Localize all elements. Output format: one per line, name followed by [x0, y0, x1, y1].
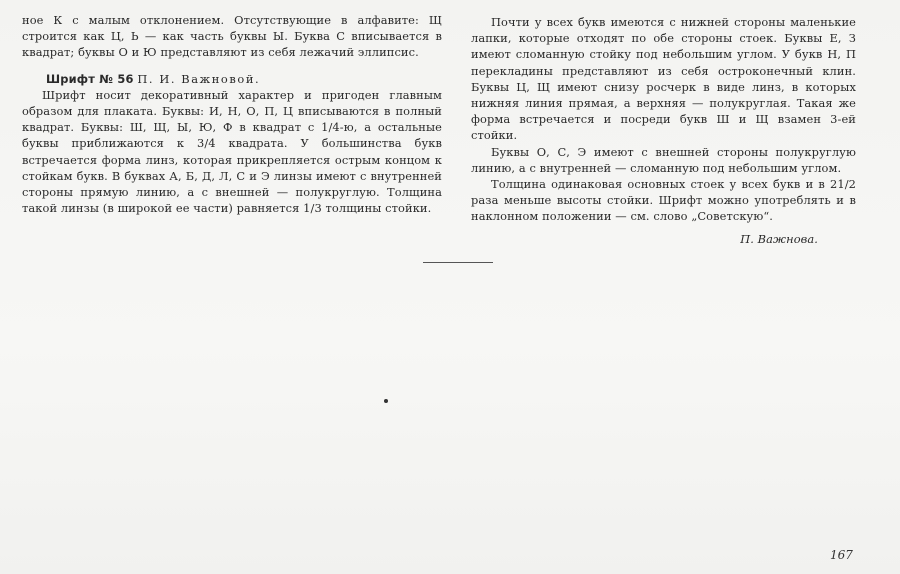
paragraph-1: Почти у всех букв имеются с нижней стороны маленькие лапки, которые отходят по обе стороны стоек. Буквы Е, З имеют сломанную стойку под небольшим углом. У букв Н, П перекладины представляют из себя остроконечный клин. Буквы Ц, Щ имеют снизу росчерк в виде линз, в которых нижняя линия прямая, а верхняя — полукруглая. Такая же форма встречается и посреди букв Ш и Щ взамен 3-ей стойки. — [471, 15, 856, 143]
right-column — [471, 14, 856, 247]
intro-paragraph: ное К с малым отклонением. Отсутствующие в алфавите: Щ строится как Ц, Ь — как часть буквы Ы. Буква С вписывается в квадрат; буквы О и Ю представляют из себя лежачий эллипсис. — [22, 13, 442, 60]
font-description-paragraph: Шрифт носит декоративный характер и пригоден главным образом для плаката. Буквы: И, Н, О, П, Ц вписываются в полный квадрат. Буквы: Ш, Щ, Ы, Ю, Ф в квадрат с 1/4-ю, а остальные буквы приближаются к 3/4 квадрата. У большинства букв встречается форма линз, которая прикрепляется острым концом к стойкам букв. В буквах А, Б, Д, Л, С и Э линзы имеют с внутренней стороны прямую линию, а с внешней — полукруглую. Толщина такой линзы (в широкой ее части) равняется 1/3 толщины стойки. — [22, 87, 442, 216]
paragraph-2: Буквы О, С, Э имеют с внешней стороны полукруглую линию, а с внутренней — сломанную под небольшим углом. — [471, 144, 856, 175]
print-speck — [384, 399, 388, 403]
font-author: П. И. Важновой. — [137, 71, 261, 86]
left-column — [22, 12, 442, 216]
page-number: 167 — [830, 548, 853, 562]
section-divider — [423, 262, 493, 263]
font-heading — [22, 71, 442, 87]
font-number: Шрифт № 56 — [46, 71, 134, 86]
signature: П. Важнова. — [740, 231, 818, 246]
paragraph-3: Толщина одинаковая основных стоек у всех букв и в 21/2 раза меньше высоты стойки. Шрифт можно употреблять и в наклонном положении — см. слово „Советскую“. — [471, 177, 856, 224]
